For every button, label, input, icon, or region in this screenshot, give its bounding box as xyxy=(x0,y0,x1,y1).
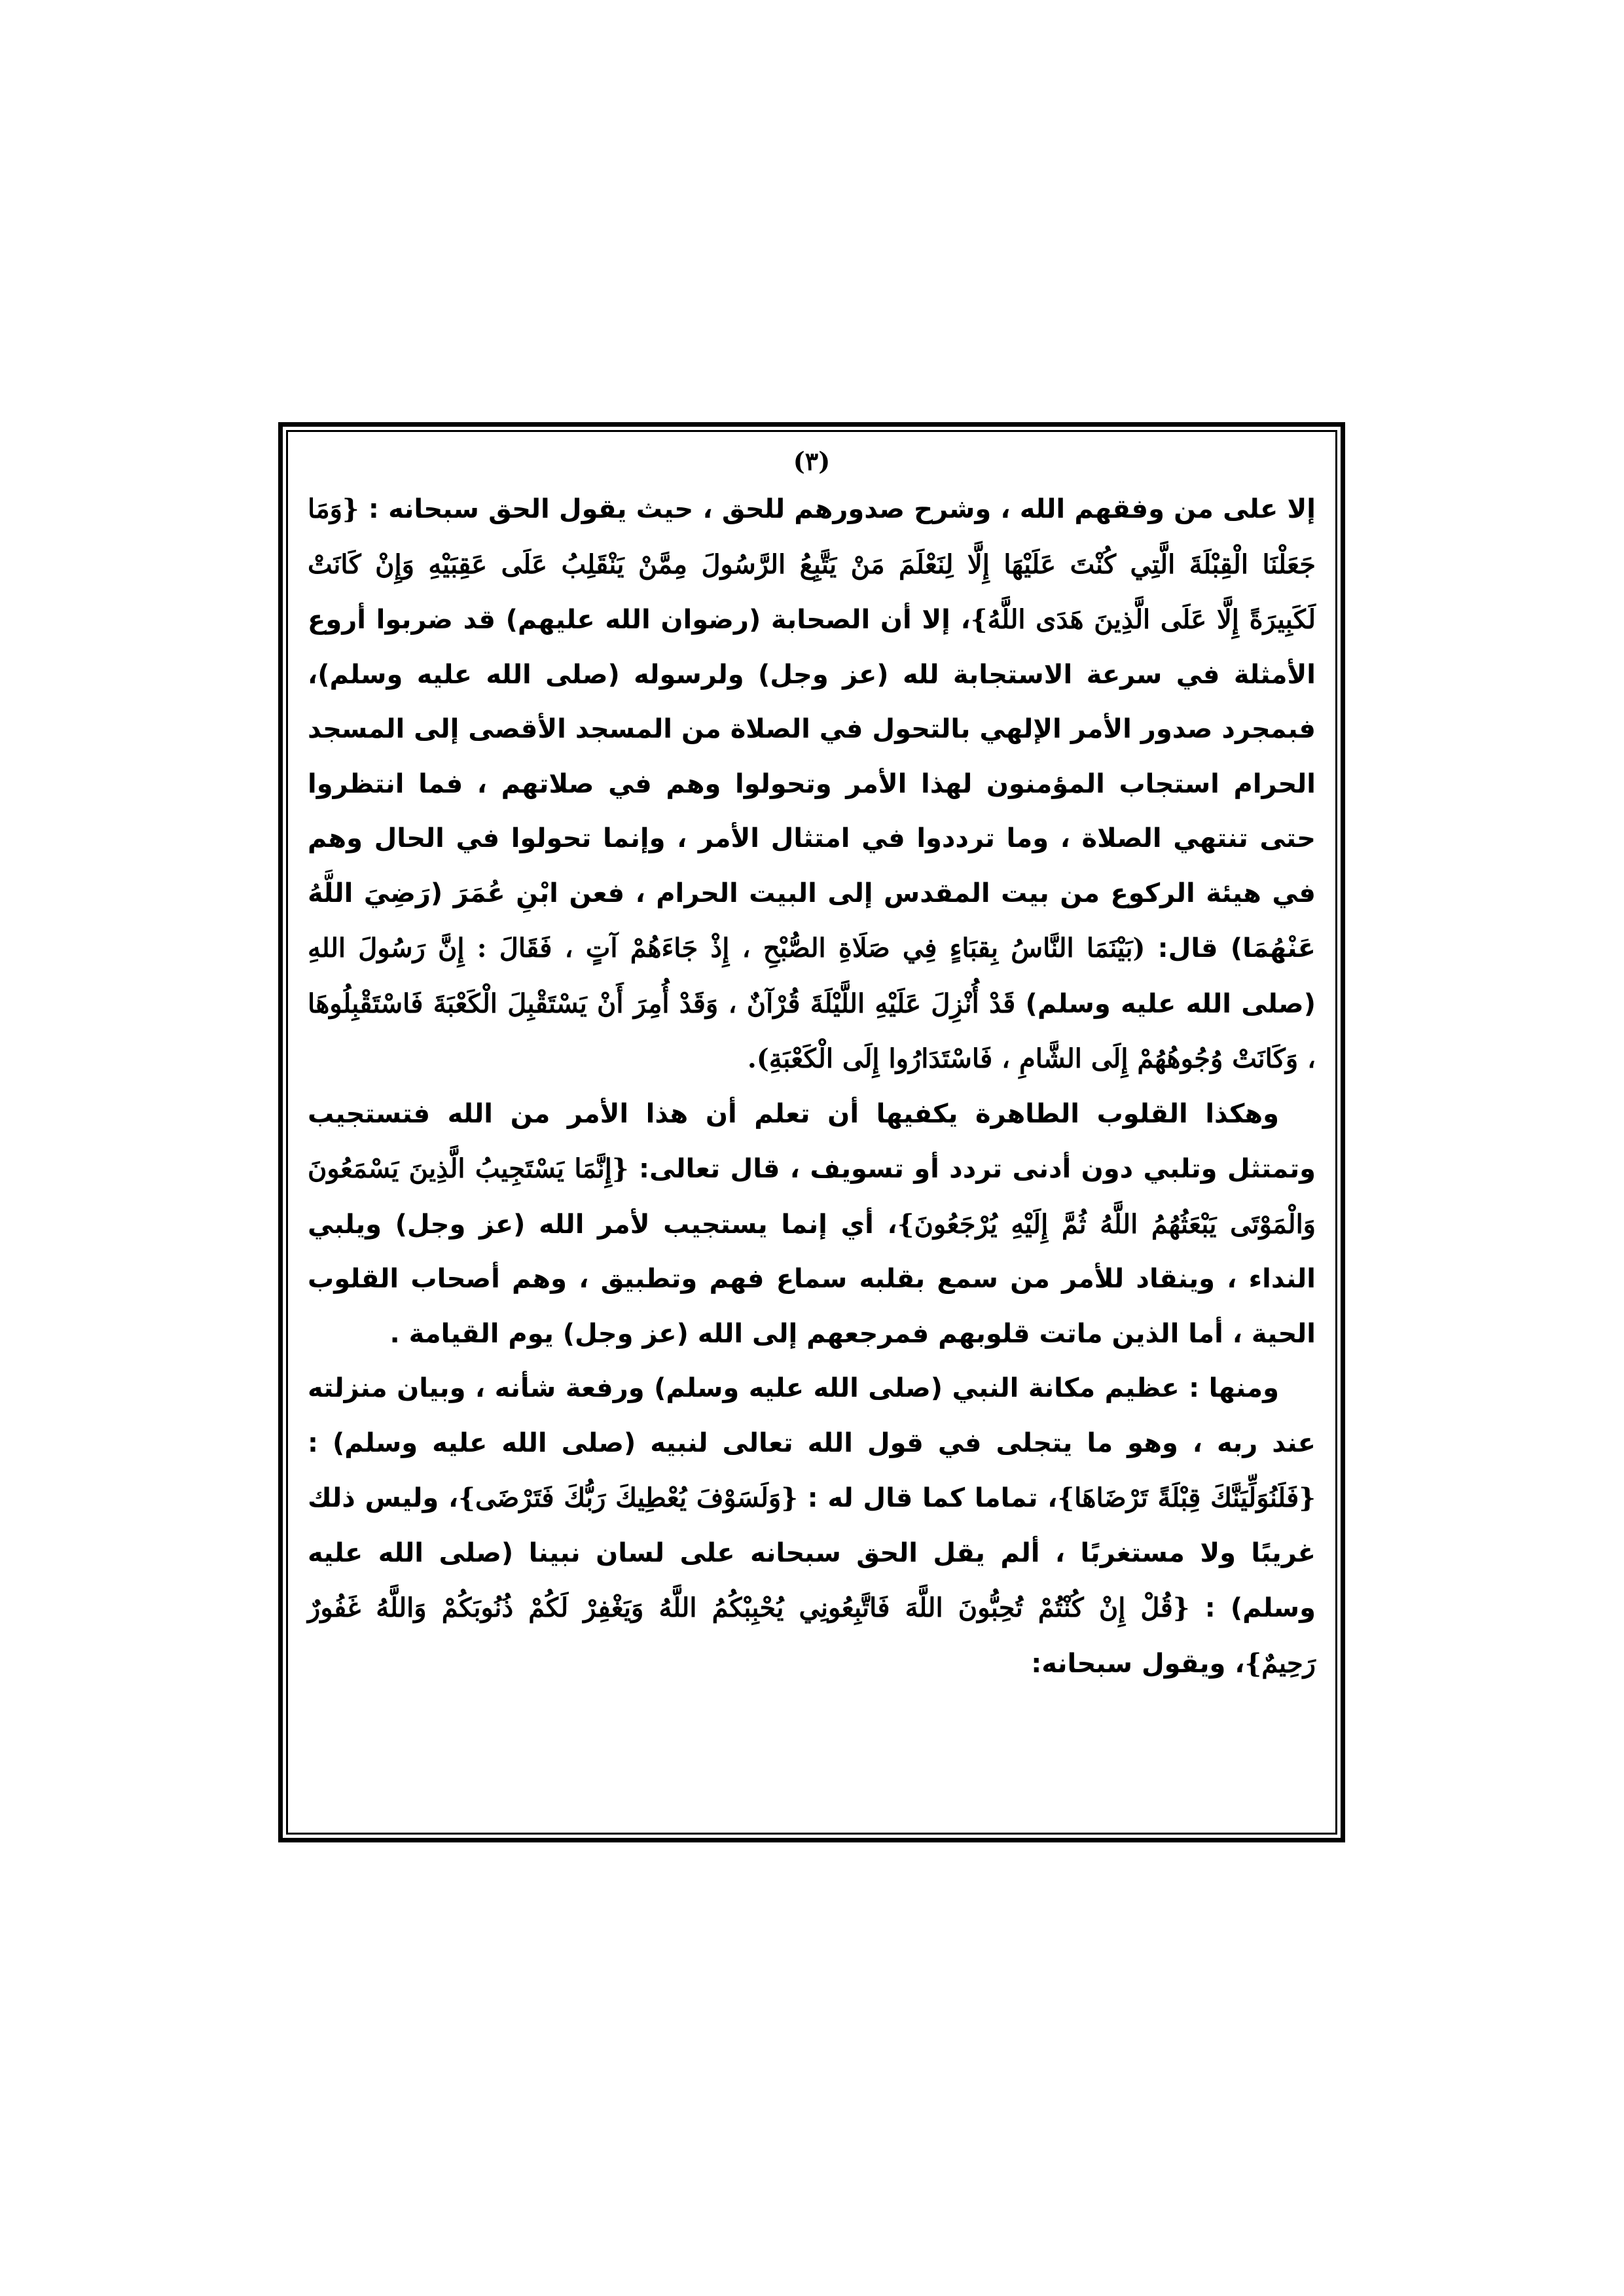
paragraph-1 xyxy=(308,482,1316,1087)
text-segment: ، وليس ذلك غريبًا ولا مستغربًا ، ألم يقل الحق سبحانه على لسان نبينا (صلى الله عليه وسلم) : xyxy=(308,1483,1316,1623)
text-segment: (صلى الله عليه وسلم) xyxy=(1015,988,1316,1019)
quran-verse: {فَلَنُوَلِّيَنَّكَ قِبْلَةً تَرْضَاهَا} xyxy=(1057,1482,1316,1513)
text-segment: ومنها : xyxy=(1179,1373,1280,1403)
text-segment: ، تماما كما قال له : xyxy=(797,1483,1058,1513)
page-number: (٣) xyxy=(793,446,831,476)
quran-verse: {وَلَسَوْفَ يُعْطِيكَ رَبُّكَ فَتَرْضَى} xyxy=(458,1482,798,1513)
hadith-text: قَدْ أُنْزِلَ عَلَيْهِ اللَّيْلَةَ قُرْآنٌ ، وَقَدْ أُمِرَ أَنْ يَسْتَقْبِلَ الْكَعْبَةَ فَاسْتَقْبِلُوهَا ، وَكَانَتْ وُجُوهُهُمْ إِلَى الشَّامِ ، فَاسْتَدَارُوا إِلَى الْكَعْبَةِ). xyxy=(308,988,1316,1074)
text-segment: ، وهو ما يتجلى في قول الله تعالى لنبيه (صلى الله عليه وسلم) : xyxy=(308,1427,1217,1458)
quran-verse: {إِنَّمَا يَسْتَجِيبُ الَّذِينَ يَسْمَعُونَ وَالْمَوْتَى يَبْعَثُهُمُ اللَّهُ ثُمَّ إِلَيْهِ يُرْجَعُونَ} xyxy=(308,1153,1316,1240)
text-segment: ، أي إنما يستجيب لأمر الله (عز وجل) ويلبي النداء ، وينقاد للأمر من سمع بقلبه سماع فهم وتطبيق ، وهم أصحاب القلوب الحية ، أما الذين ماتت قلوبهم فمرجعهم إلى الله (عز وجل) يوم القيامة . xyxy=(308,1209,1316,1349)
paragraph-2 xyxy=(308,1087,1316,1362)
quran-verse: {وَمَا جَعَلْنَا الْقِبْلَةَ الَّتِي كُنْتَ عَلَيْهَا إِلَّا لِنَعْلَمَ مَنْ يَتَّبِعُ الرَّسُولَ مِمَّنْ يَنْقَلِبُ عَلَى عَقِبَيْهِ وَإِنْ كَانَتْ لَكَبِيرَةً إِلَّا عَلَى الَّذِينَ هَدَى اللَّهُ} xyxy=(308,493,1316,635)
text-segment: إلا على من وفقهم الله ، وشرح صدورهم للحق ، حيث يقول الحق سبحانه : xyxy=(359,494,1316,524)
quran-verse: {قُلْ إِنْ كُنْتُمْ تُحِبُّونَ اللَّهَ فَاتَّبِعُونِي يُحْبِبْكُمُ اللَّهُ وَيَغْفِرْ لَكُمْ ذُنُوبَكُمْ وَاللَّهُ غَفُورٌ رَحِيمٌ} xyxy=(308,1592,1316,1679)
highlighted-heading: عظيم مكانة النبي (صلى الله عليه وسلم) ورفعة شأنه ، وبيان منزلته عند ربه xyxy=(308,1373,1316,1458)
text-segment: ، إلا أن الصحابة (رضوان الله عليهم) قد ضربوا أروع الأمثلة في سرعة الاستجابة لله (عز وجل) ولرسوله (صلى الله عليه وسلم)، فبمجرد صدور الأمر الإلهي بالتحول في الصلاة من المسجد الأقصى إلى المسجد الحرام استجاب المؤمنون لهذا الأمر وتحولوا وهم في صلاتهم ، فما انتظروا حتى تنتهي الصلاة ، وما ترددوا في امتثال الأمر ، وإنما تحولوا في الحال وهم في هيئة الركوع من بيت المقدس إلى البيت الحرام ، فعن ابْنِ عُمَرَ (رَضِيَ اللَّهُ عَنْهُمَا) قال: xyxy=(308,605,1316,963)
text-segment: ، ويقول سبحانه: xyxy=(1031,1648,1245,1679)
hadith-text: (بَيْنَمَا النَّاسُ بِقبَاءٍ فِي صَلَاةِ الصُّبْحِ ، إِذْ جَاءَهُمْ آتٍ ، فَقَالَ : إِنَّ رَسُولَ اللهِ xyxy=(308,933,1146,963)
page-frame xyxy=(278,422,1345,1842)
text-segment: وهكذا القلوب الطاهرة يكفيها أن تعلم أن هذا الأمر من الله فتستجيب وتمتثل وتلبي دون أدنى تردد أو تسويف ، قال تعالى: xyxy=(308,1098,1316,1184)
paragraph-3 xyxy=(308,1361,1316,1691)
